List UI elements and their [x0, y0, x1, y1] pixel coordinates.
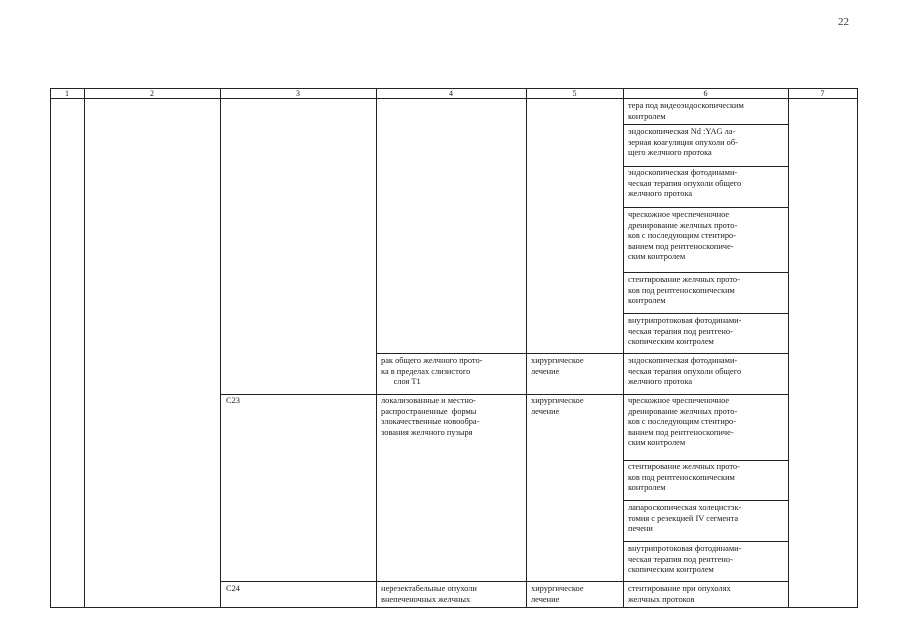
method-cell: тера под видеоэндоскопическим контролем [628, 101, 744, 121]
row-divider [623, 541, 789, 542]
column-divider [376, 88, 377, 608]
method-cell: чрескожное чреспеченочное дренирование желчных прото- ков с последующим стентиро- ванием под рентгеноскопиче- ским контролем [628, 210, 738, 261]
page-number: 22 [838, 16, 849, 28]
method-cell: чрескожное чреспеченочное дренирование желчных прото- ков с последующим стентиро- ванием под рентгеноскопиче- ским контролем [628, 396, 738, 447]
table-bottom-border [50, 607, 857, 608]
method-cell: эндоскопическая фотодинами- ческая терапия опухоли общего желчного протока [628, 168, 742, 198]
row-divider [623, 207, 789, 208]
header-bottom-border [50, 98, 857, 99]
row-divider [623, 166, 789, 167]
column-divider [220, 88, 221, 608]
column-divider [84, 88, 85, 608]
header-col-5: 5 [572, 89, 577, 98]
row-divider [220, 581, 789, 582]
header-col-7: 7 [820, 89, 825, 98]
treatment-type-cell: хирургическое лечение [531, 356, 584, 376]
header-col-2: 2 [150, 89, 154, 98]
method-cell: эндоскопическая Nd :YAG ла- зерная коагуляция опухоли об- щего желчного протока [628, 127, 738, 157]
row-divider [220, 394, 789, 395]
header-col-3: 3 [296, 89, 300, 98]
code-cell: C23 [226, 396, 240, 405]
method-cell: стентирование при опухолях желчных протоков [628, 584, 731, 604]
method-cell: внутрипротоковая фотодинами- ческая терапия под рентгено- скопическим контролем [628, 316, 742, 346]
method-cell: лапароскопическая холецистэк- томия с резекцией IV сегмента печени [628, 503, 742, 533]
header-col-6: 6 [703, 89, 708, 98]
method-cell: стентирование желчных прото- ков под рентгеноскопическим контролем [628, 462, 740, 492]
row-divider [623, 313, 789, 314]
method-cell: стентирование желчных прото- ков под рентгеноскопическим контролем [628, 275, 740, 305]
header-col-4: 4 [449, 89, 453, 98]
diagnosis-cell: нерезектабельные опухоли внепеченочных желчных [381, 584, 477, 604]
column-divider [857, 88, 858, 608]
row-divider [623, 124, 789, 125]
code-cell: C24 [226, 584, 240, 593]
row-divider [623, 500, 789, 501]
diagnosis-cell: рак общего желчного прото- ка в пределах слизистого слоя T1 [381, 356, 483, 386]
method-cell: внутрипротоковая фотодинами- ческая терапия под рентгено- скопическим контролем [628, 544, 742, 574]
method-cell: эндоскопическая фотодинами- ческая терапия опухоли общего желчного протока [628, 356, 742, 386]
diagnosis-cell: локализованные и местно- распространенные формы злокачественные новообра- зования желчного пузыря [381, 396, 480, 437]
row-divider [376, 353, 789, 354]
treatment-type-cell: хирургическое лечение [531, 396, 584, 416]
treatment-type-cell: хирургическое лечение [531, 584, 584, 604]
row-divider [623, 460, 789, 461]
row-divider [623, 272, 789, 273]
column-divider [526, 88, 527, 608]
header-col-1: 1 [65, 89, 69, 98]
column-divider [50, 88, 51, 608]
